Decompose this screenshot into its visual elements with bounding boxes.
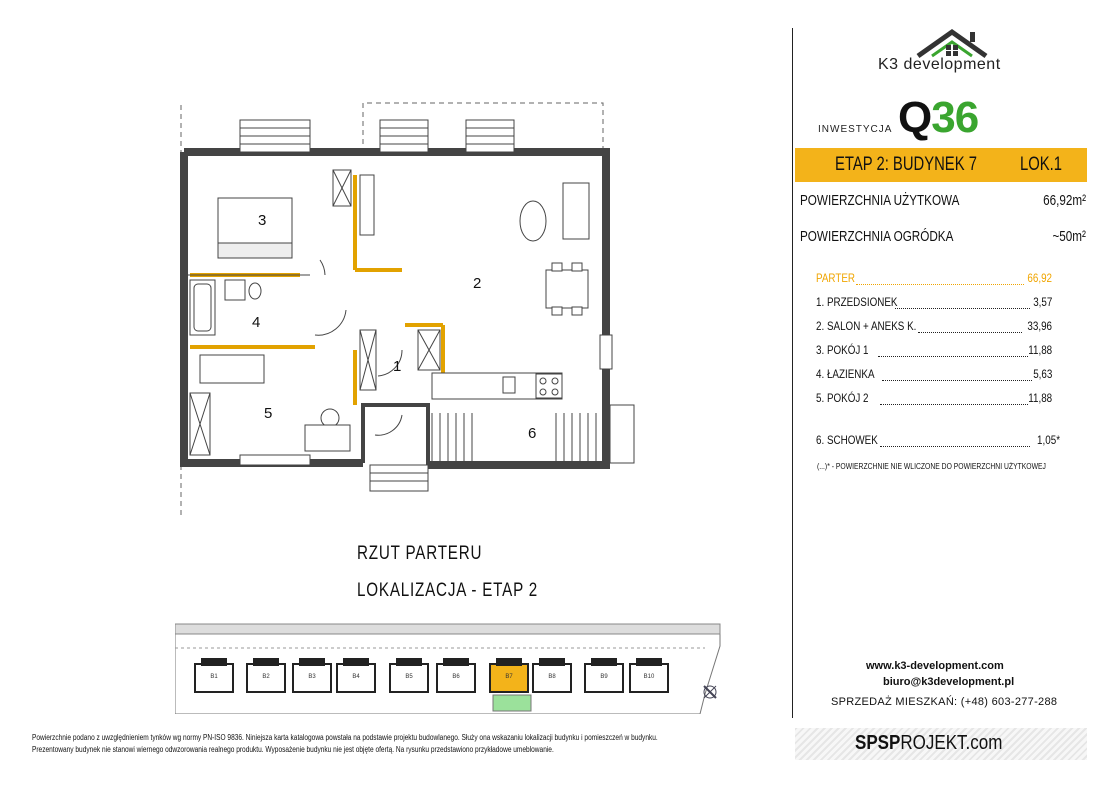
site-building-roof	[636, 658, 662, 666]
house-logo-icon	[912, 26, 992, 60]
garden-area-label: POWIERZCHNIA OGRÓDKA	[800, 228, 954, 245]
site-building-roof	[496, 658, 522, 666]
site-building-label: B6	[452, 674, 460, 680]
site-building-roof	[396, 658, 422, 666]
room-number: 5	[264, 405, 273, 422]
stage-title: ETAP 2: BUDYNEK 7	[835, 154, 977, 175]
floor-plan	[170, 95, 650, 525]
location-title: LOKALIZACJA - ETAP 2	[357, 580, 539, 601]
storage-value: 1,05*	[1037, 433, 1060, 447]
room-number: 6	[528, 425, 537, 442]
site-building-label: B5	[405, 674, 413, 680]
panel-divider	[792, 28, 793, 718]
floor-label: PARTER	[816, 271, 856, 285]
site-building-label: B2	[262, 674, 270, 680]
site-building-label: B9	[600, 674, 608, 680]
site-building-label: B8	[548, 674, 556, 680]
room-number: 4	[252, 314, 261, 331]
site-building-roof	[253, 658, 279, 666]
room-label: 2. SALON + ANEKS K.	[816, 319, 917, 333]
website-link[interactable]: www.k3-development.com	[866, 660, 1004, 672]
disclaimer-line-1: Powierzchnie podano z uwzględnieniem tynków wg normy PN-ISO 9836. Niniejsza karta katalogowa powstała na podstawie projektu budowlanego. Służy ona wskazaniu lokalizacji budynku i pomieszczeń w budynku.	[32, 733, 658, 742]
site-building-label: B10	[643, 674, 655, 680]
site-building-roof	[201, 658, 227, 666]
storage-dots	[880, 445, 1030, 447]
room-number: 3	[258, 212, 267, 229]
footer-brand	[855, 732, 1002, 755]
site-building-roof	[539, 658, 565, 666]
floor-dots	[856, 283, 1024, 285]
room-value: 5,63	[1032, 367, 1052, 381]
brand-logo-text: K3 development	[878, 56, 1001, 73]
room-dots	[895, 307, 1030, 309]
room-dots	[880, 403, 1028, 405]
footer-brand-bold: SPSP	[855, 732, 901, 754]
sales-phone: SPRZEDAŻ MIESZKAŃ: (+48) 603-277-288	[831, 696, 1058, 708]
room-value: 33,96	[1027, 319, 1052, 333]
site-building-roof	[443, 658, 469, 666]
footer-brand-rest: ROJEKT.com	[900, 732, 1003, 754]
site-plan	[175, 622, 730, 714]
investment-label: INWESTYCJA	[818, 124, 893, 135]
investment-logo-q: Q	[898, 93, 932, 142]
storage-label: 6. SCHOWEK	[816, 433, 878, 447]
site-building-label: B7	[505, 674, 513, 680]
site-building-roof	[299, 658, 325, 666]
room-value: 3,57	[1032, 295, 1052, 309]
site-building-label: B4	[352, 674, 360, 680]
selected-garden	[493, 695, 531, 711]
floor-value: 66,92	[1027, 271, 1052, 285]
site-building-roof	[343, 658, 369, 666]
room-value: 11,88	[1028, 343, 1052, 357]
room-label: 4. ŁAZIENKA	[816, 367, 875, 381]
plan-title: RZUT PARTERU	[357, 543, 483, 564]
room-dots	[882, 379, 1032, 381]
room-number: 2	[473, 275, 482, 292]
usable-area-label: POWIERZCHNIA UŻYTKOWA	[800, 192, 960, 209]
stair-wall	[363, 405, 428, 465]
excluded-area-note: (...)* - POWIERZCHNIE NIE WLICZONE DO POWIERZCHNI UŻYTKOWEJ	[817, 462, 1046, 471]
site-building-roof	[591, 658, 617, 666]
usable-area-value: 66,92m²	[1043, 192, 1086, 209]
garden-area-value: ~50m²	[1052, 228, 1086, 245]
unit-number: LOK.1	[1020, 154, 1063, 175]
investment-logo	[898, 93, 979, 142]
room-dots	[918, 331, 1022, 333]
investment-logo-num: 36	[931, 93, 979, 142]
disclaimer-line-2: Prezentowany budynek nie stanowi wiernego odwzorowania realnego produktu. Wyposażenie budynku nie jest objęte ofertą. Na rysunku przedstawiono przykładowe umeblowanie.	[32, 745, 554, 754]
room-label: 5. POKÓJ 2	[816, 391, 869, 405]
room-label: 1. PRZEDSIONEK	[816, 295, 898, 309]
room-label: 3. POKÓJ 1	[816, 343, 869, 357]
room-value: 11,88	[1028, 391, 1052, 405]
room-number: 1	[393, 358, 402, 375]
room-dots	[878, 355, 1028, 357]
site-building-label: B3	[308, 674, 316, 680]
email-link[interactable]: biuro@k3development.pl	[883, 676, 1015, 688]
site-building-label: B1	[210, 674, 218, 680]
